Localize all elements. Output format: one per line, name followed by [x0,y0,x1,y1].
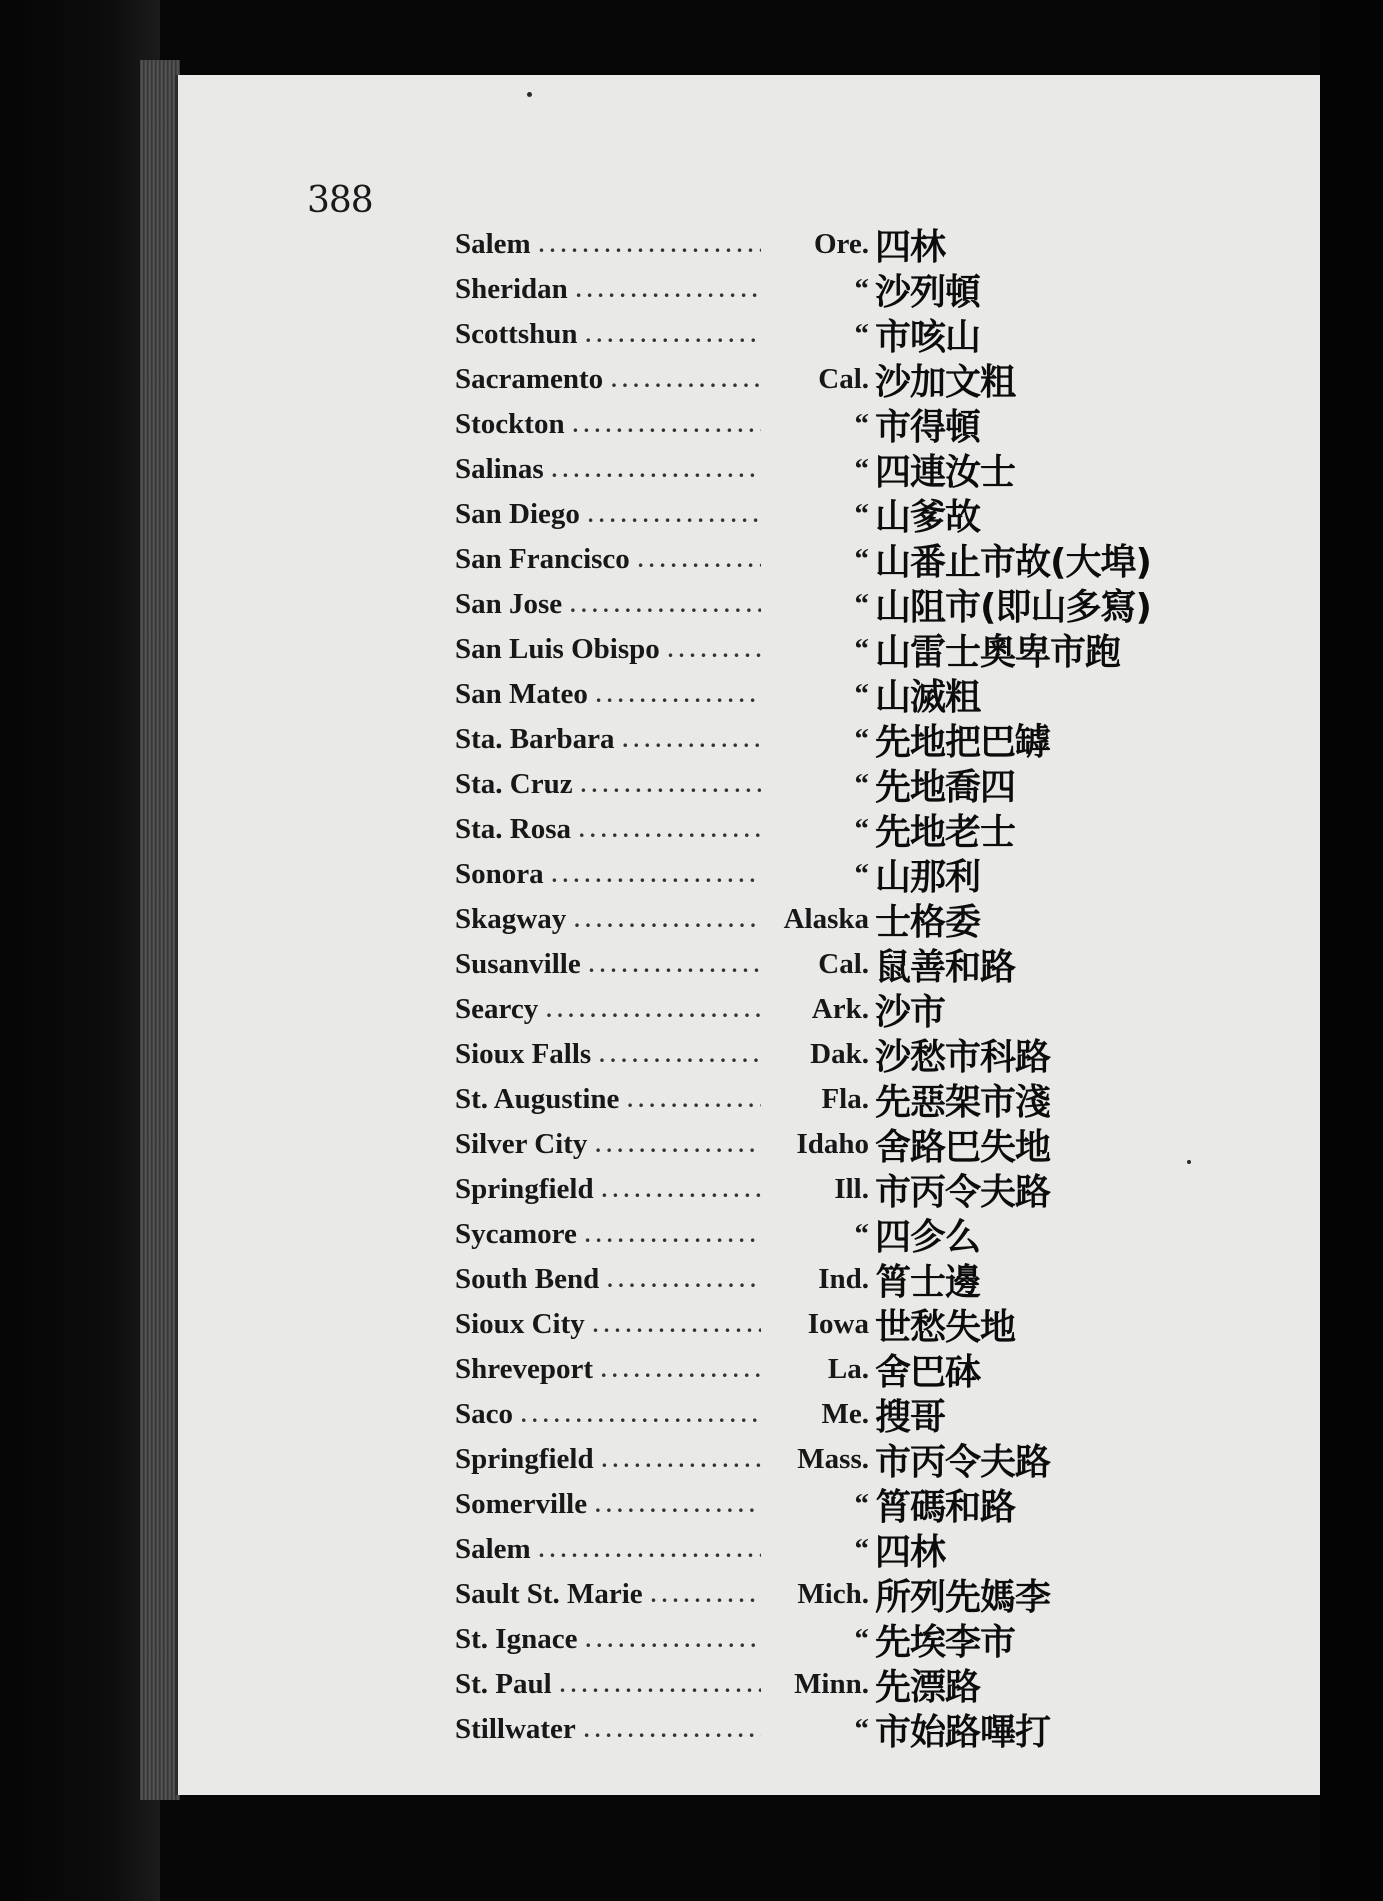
page-stack-edge [140,60,180,1800]
chinese-name: 市始路嗶打 [875,1712,1051,1753]
chinese-name: 市丙令夫路 [875,1442,1051,1483]
state-abbrev: Me. [821,1398,869,1430]
chinese-name: 四林 [875,227,946,268]
dot-leader [584,1717,761,1743]
city-entry [455,1482,1215,1527]
city-entry [455,762,1215,807]
chinese-name: 沙愁市科路 [875,1037,1051,1078]
city-name: Skagway [455,903,567,935]
city-name: Sacramento [455,363,604,395]
city-name: Sta. Barbara [455,723,615,755]
chinese-name: 市咳山 [875,317,981,358]
scan-right-edge [1320,0,1383,1901]
city-entry [455,1122,1215,1167]
chinese-name: 沙列頓 [875,272,981,313]
city-name: Stillwater [455,1713,576,1745]
state-abbrev: Ill. [834,1173,869,1205]
dot-leader [588,502,761,528]
dot-leader [601,1357,761,1383]
city-entry [455,942,1215,987]
city-entry [455,1617,1215,1662]
city-name: Stockton [455,408,565,440]
state-abbrev: “ [854,633,869,665]
city-entry [455,1392,1215,1437]
chinese-name: 山滅粗 [875,677,981,718]
city-name: San Diego [455,498,580,530]
city-entry [455,537,1215,582]
dot-leader [552,862,761,888]
city-name: Saco [455,1398,513,1430]
city-entry [455,1077,1215,1122]
chinese-name: 山雷士奧卑市跑 [875,632,1121,673]
city-entry [455,717,1215,762]
dot-leader [627,1087,761,1113]
dot-leader [539,232,761,258]
dot-leader [539,1537,761,1563]
dot-leader [599,1042,761,1068]
dot-leader [607,1267,761,1293]
city-name: Susanville [455,948,581,980]
city-name: Sheridan [455,273,568,305]
state-abbrev: Mich. [797,1578,869,1610]
city-name: Salem [455,228,531,260]
city-entry [455,897,1215,942]
chinese-name: 山番止市故(大埠) [875,542,1151,583]
dot-leader [560,1672,761,1698]
dot-leader [581,772,761,798]
page-number: 388 [307,180,373,221]
dot-leader [585,1627,761,1653]
state-abbrev: “ [854,453,869,485]
city-entry [455,1437,1215,1482]
city-list [455,222,1215,1752]
chinese-name: 市得頓 [875,407,981,448]
chinese-name: 沙加文粗 [875,362,1016,403]
city-name: Sycamore [455,1218,577,1250]
city-name: Searcy [455,993,539,1025]
state-abbrev: Dak. [810,1038,869,1070]
city-entry [455,1707,1215,1752]
chinese-name: 先埃李市 [875,1622,1016,1663]
state-abbrev: “ [854,1713,869,1745]
dot-leader [573,412,761,438]
state-abbrev: “ [854,318,869,350]
state-abbrev: “ [854,768,869,800]
city-name: Shreveport [455,1353,594,1385]
city-entry [455,1662,1215,1707]
chinese-name: 筲士邊 [875,1262,981,1303]
city-name: Silver City [455,1128,588,1160]
chinese-name: 山阻市(即山多寫) [875,587,1151,628]
city-entry [455,1302,1215,1347]
city-entry [455,987,1215,1032]
state-abbrev: “ [854,723,869,755]
dot-leader [585,1222,761,1248]
city-name: Salinas [455,453,544,485]
city-name: Salem [455,1533,531,1565]
chinese-name: 四林 [875,1532,946,1573]
city-name: Springfield [455,1443,594,1475]
city-entry [455,1032,1215,1077]
state-abbrev: Alaska [783,903,869,935]
chinese-name: 先漂路 [875,1667,981,1708]
chinese-name: 舍路巴失地 [875,1127,1051,1168]
state-abbrev: Cal. [818,948,869,980]
state-abbrev: “ [854,588,869,620]
dot-leader [638,547,761,573]
chinese-name: 先地喬四 [875,767,1016,808]
city-name: St. Augustine [455,1083,620,1115]
city-name: Scottshun [455,318,578,350]
chinese-name: 四㐱么 [875,1217,981,1258]
city-entry [455,807,1215,852]
city-entry [455,1527,1215,1572]
state-abbrev: “ [854,543,869,575]
state-abbrev: Minn. [794,1668,869,1700]
city-entry [455,1212,1215,1257]
dot-leader [595,1132,761,1158]
city-entry [455,1572,1215,1617]
chinese-name: 世愁失地 [875,1307,1016,1348]
dot-leader [576,277,761,303]
city-name: St. Ignace [455,1623,578,1655]
city-name: San Francisco [455,543,630,575]
state-abbrev: Iowa [807,1308,869,1340]
state-abbrev: Ore. [813,228,869,260]
chinese-name: 士格委 [875,902,981,943]
dot-leader [602,1177,761,1203]
state-abbrev: La. [827,1353,869,1385]
city-entry [455,402,1215,447]
state-abbrev: Ark. [811,993,869,1025]
dot-leader [574,907,761,933]
city-name: Somerville [455,1488,588,1520]
chinese-name: 市丙令夫路 [875,1172,1051,1213]
city-entry [455,222,1215,267]
chinese-name: 搜哥 [875,1397,946,1438]
state-abbrev: “ [854,678,869,710]
chinese-name: 所列先媽李 [875,1577,1051,1618]
city-name: Sonora [455,858,544,890]
city-name: San Jose [455,588,563,620]
state-abbrev: “ [854,1623,869,1655]
city-name: Sta. Rosa [455,813,572,845]
city-name: San Luis Obispo [455,633,660,665]
dot-leader [521,1402,761,1428]
dot-leader [552,457,761,483]
city-entry [455,672,1215,717]
state-abbrev: “ [854,1488,869,1520]
city-entry [455,492,1215,537]
city-entry [455,312,1215,357]
city-entry [455,267,1215,312]
dot-leader [623,727,762,753]
dot-leader [595,1492,761,1518]
state-abbrev: Ind. [818,1263,869,1295]
city-entry [455,627,1215,672]
state-abbrev: “ [854,498,869,530]
state-abbrev: Fla. [821,1083,869,1115]
chinese-name: 鼠善和路 [875,947,1016,988]
state-abbrev: “ [854,273,869,305]
city-entry [455,852,1215,897]
state-abbrev: Cal. [818,363,869,395]
chinese-name: 舍巴砵 [875,1352,981,1393]
scan-left-edge [0,0,160,1901]
chinese-name: 山爹故 [875,497,981,538]
chinese-name: 先地把巴罅 [875,722,1051,763]
city-name: San Mateo [455,678,588,710]
city-name: Sioux Falls [455,1038,592,1070]
chinese-name: 四連汝士 [875,452,1016,493]
dot-leader [611,367,761,393]
city-name: Sta. Cruz [455,768,573,800]
chinese-name: 沙市 [875,992,946,1033]
dot-leader [546,997,761,1023]
state-abbrev: “ [854,1218,869,1250]
city-entry [455,1347,1215,1392]
chinese-name: 山那利 [875,857,981,898]
city-name: Springfield [455,1173,594,1205]
city-entry [455,582,1215,627]
dot-leader [593,1312,761,1338]
city-entry [455,1167,1215,1212]
city-entry [455,447,1215,492]
city-entry [455,357,1215,402]
dot-leader [589,952,761,978]
chinese-name: 先地老士 [875,812,1016,853]
state-abbrev: Idaho [796,1128,869,1160]
chinese-name: 筲碼和路 [875,1487,1016,1528]
city-name: Sault St. Marie [455,1578,643,1610]
city-name: Sioux City [455,1308,585,1340]
state-abbrev: “ [854,408,869,440]
dust-speck [527,92,532,97]
dot-leader [596,682,761,708]
dot-leader [570,592,761,618]
city-entry [455,1257,1215,1302]
dot-leader [651,1582,761,1608]
state-abbrev: “ [854,813,869,845]
dot-leader [668,637,761,663]
dot-leader [579,817,761,843]
dot-leader [586,322,762,348]
state-abbrev: “ [854,1533,869,1565]
dot-leader [602,1447,761,1473]
state-abbrev: “ [854,858,869,890]
chinese-name: 先惡架市淺 [875,1082,1051,1123]
city-name: St. Paul [455,1668,552,1700]
state-abbrev: Mass. [797,1443,869,1475]
city-name: South Bend [455,1263,600,1295]
